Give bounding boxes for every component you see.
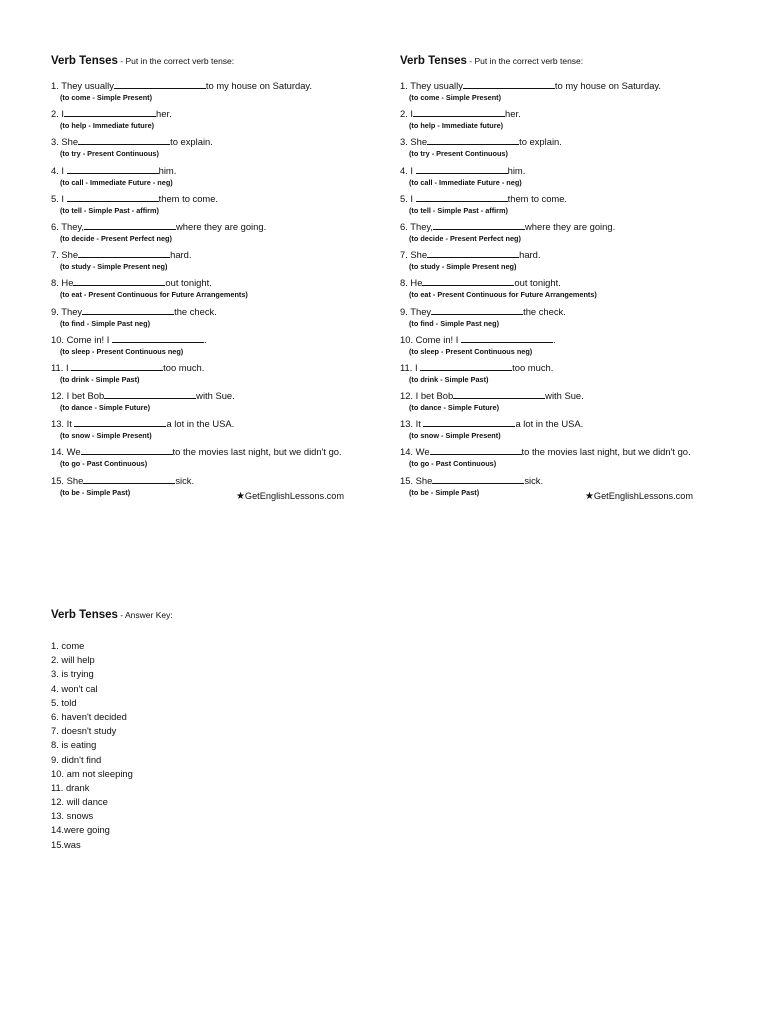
question-text-before: 8. He	[51, 277, 74, 289]
question-text-before: 9. They	[400, 305, 432, 317]
question-text-before: 13. It	[51, 418, 75, 430]
question-text-after: sick.	[524, 474, 544, 486]
question-item	[400, 107, 730, 135]
question-text-after: hard.	[519, 249, 541, 261]
question-item	[400, 248, 730, 276]
answer-item: 8. is eating	[51, 739, 97, 751]
worksheet-title-main: Verb Tenses	[51, 55, 118, 67]
question-hint: (to be - Simple Past)	[60, 487, 131, 497]
question-hint: (to go - Past Continuous)	[60, 459, 148, 469]
question-line	[51, 248, 381, 261]
question-line	[400, 305, 730, 318]
question-line	[400, 474, 730, 487]
question-text-after: to explain.	[519, 136, 562, 148]
question-text-after: to my house on Saturday.	[205, 80, 313, 91]
answer-blank[interactable]	[84, 220, 176, 230]
question-hint: (to find - Simple Past neg)	[409, 318, 499, 328]
question-item	[400, 361, 730, 389]
question-item	[51, 135, 381, 163]
question-text-after: him.	[158, 164, 177, 176]
question-hint: (to find - Simple Past neg)	[60, 318, 150, 328]
answer-item: 5. told	[51, 696, 77, 708]
worksheet-title	[400, 52, 730, 68]
question-text-before: 15. She	[51, 474, 84, 486]
question-line	[400, 164, 730, 177]
question-hint: (to study - Simple Present neg)	[60, 262, 168, 272]
question-line	[51, 135, 381, 148]
question-text-before: 13. It	[400, 418, 424, 430]
answer-blank[interactable]	[427, 135, 519, 145]
question-text-after: her.	[156, 108, 172, 120]
question-line	[400, 192, 730, 205]
question-item	[400, 276, 730, 304]
question-text-before: 6. They,	[51, 220, 85, 232]
question-item	[51, 389, 381, 417]
question-text-before: 1. They usually	[400, 80, 463, 91]
question-item	[51, 220, 381, 248]
question-text-after: the check.	[523, 305, 566, 317]
question-item	[51, 276, 381, 304]
answer-blank[interactable]	[67, 192, 159, 202]
answer-blank[interactable]	[461, 333, 553, 343]
question-hint: (to call - Immediate Future - neg)	[409, 177, 522, 187]
question-line	[400, 333, 730, 346]
answer-item: 9. didn't find	[51, 753, 102, 765]
worksheet-title	[51, 52, 381, 68]
question-line	[51, 361, 381, 374]
answer-item: 14.were going	[51, 824, 110, 836]
question-hint: (to come - Simple Present)	[60, 93, 153, 102]
question-line	[51, 220, 381, 233]
answer-item: 6. haven't decided	[51, 710, 127, 722]
question-hint: (to snow - Simple Present)	[409, 431, 501, 441]
answer-item: 12. will dance	[51, 796, 108, 808]
answer-blank[interactable]	[430, 445, 522, 455]
worksheet-instruction: Put in the correct verb tense:	[125, 56, 235, 66]
question-item	[51, 305, 381, 333]
question-text-after: too much.	[512, 361, 554, 373]
question-hint: (to tell - Simple Past - affirm)	[60, 205, 159, 215]
question-text-before: 4. I	[400, 164, 416, 176]
question-text-after: to the movies last night, but we didn't go.	[521, 446, 691, 458]
question-text-before: 2. I	[400, 108, 414, 120]
question-line	[51, 276, 381, 289]
question-item	[400, 192, 730, 220]
question-text-after: to explain.	[170, 136, 213, 148]
answer-key-title-separator: -	[117, 610, 125, 620]
answer-item: 11. drank	[51, 781, 90, 793]
question-line	[400, 107, 730, 120]
question-text-after: a lot in the USA.	[166, 418, 235, 430]
question-hint: (to try - Present Continuous)	[60, 149, 159, 159]
answer-blank[interactable]	[423, 417, 515, 427]
answer-key	[51, 606, 351, 852]
answer-item: 3. is trying	[51, 668, 94, 680]
question-item	[400, 333, 730, 361]
star-icon: ★	[235, 491, 245, 502]
question-text-before: 15. She	[400, 474, 433, 486]
question-text-before: 5. I	[400, 192, 416, 204]
question-hint: (to decide - Present Perfect neg)	[60, 233, 172, 243]
question-line	[51, 79, 381, 92]
question-text-before: 11. I	[51, 361, 72, 373]
credit-text: GetEnglishLessons.com	[593, 491, 693, 501]
question-hint: (to go - Past Continuous)	[409, 459, 497, 469]
question-text-before: 6. They,	[400, 220, 434, 232]
answer-blank[interactable]	[73, 276, 165, 286]
question-item	[51, 107, 381, 135]
question-line	[51, 474, 381, 487]
answer-blank[interactable]	[420, 361, 512, 371]
answer-blank[interactable]	[427, 248, 519, 258]
question-text-after: to my house on Saturday.	[554, 80, 662, 91]
site-credit	[236, 491, 344, 502]
question-text-after: him.	[507, 164, 526, 176]
answer-blank[interactable]	[81, 445, 173, 455]
credit-text: GetEnglishLessons.com	[244, 491, 344, 501]
answer-item: 13. snows	[51, 810, 94, 822]
answer-item: 15.was	[51, 838, 81, 850]
question-text-after: .	[552, 333, 556, 345]
question-item	[51, 192, 381, 220]
question-hint: (to study - Simple Present neg)	[409, 262, 517, 272]
answer-key-title	[51, 606, 351, 622]
question-text-after: them to come.	[507, 192, 568, 204]
answer-blank[interactable]	[78, 135, 170, 145]
question-text-after: where they are going.	[525, 220, 616, 232]
question-line	[400, 276, 730, 289]
question-text-before: 3. She	[400, 136, 428, 148]
answer-blank[interactable]	[114, 79, 206, 89]
question-line	[400, 248, 730, 261]
answer-blank[interactable]	[413, 107, 505, 117]
question-hint: (to drink - Simple Past)	[60, 374, 140, 384]
answer-blank[interactable]	[453, 389, 545, 399]
question-hint: (to try - Present Continuous)	[409, 149, 508, 159]
answer-blank[interactable]	[64, 107, 156, 117]
question-line	[51, 164, 381, 177]
answer-blank[interactable]	[431, 305, 523, 315]
question-item	[51, 333, 381, 361]
question-hint: (to help - Immediate future)	[409, 121, 504, 131]
question-text-before: 1. They usually	[51, 80, 114, 91]
question-item	[51, 445, 381, 473]
question-text-after: sick.	[175, 474, 195, 486]
worksheet-title-main: Verb Tenses	[400, 55, 467, 67]
question-text-after: out tonight.	[514, 277, 561, 289]
question-hint: (to be - Simple Past)	[409, 487, 480, 497]
question-text-after: out tonight.	[165, 277, 212, 289]
question-text-before: 8. He	[400, 277, 423, 289]
answer-blank[interactable]	[67, 164, 159, 174]
answer-item: 4. won't cal	[51, 682, 98, 694]
question-hint: (to sleep - Present Continuous neg)	[409, 346, 533, 356]
answer-blank[interactable]	[104, 389, 196, 399]
question-text-after: hard.	[170, 249, 192, 261]
answer-blank[interactable]	[432, 474, 524, 484]
question-hint: (to help - Immediate future)	[60, 121, 155, 131]
question-text-before: 11. I	[400, 361, 421, 373]
question-text-after: a lot in the USA.	[515, 418, 584, 430]
question-line	[400, 220, 730, 233]
question-line	[51, 333, 381, 346]
question-line	[400, 361, 730, 374]
question-text-after: with Sue.	[545, 390, 584, 402]
answer-blank[interactable]	[83, 474, 175, 484]
answer-item: 1. come	[51, 640, 85, 651]
question-text-after: too much.	[163, 361, 205, 373]
answer-item: 10. am not sleeping	[51, 767, 133, 779]
answer-blank[interactable]	[78, 248, 170, 258]
question-text-before: 3. She	[51, 136, 79, 148]
question-item	[51, 417, 381, 445]
answer-item: 7. doesn't study	[51, 725, 117, 737]
question-line	[51, 417, 381, 430]
worksheet-title-separator: -	[466, 56, 475, 66]
question-hint: (to dance - Simple Future)	[60, 403, 150, 413]
question-list	[400, 79, 730, 502]
question-item	[400, 79, 730, 107]
question-hint: (to decide - Present Perfect neg)	[409, 233, 521, 243]
question-text-before: 14. We	[400, 446, 430, 458]
question-text-before: 10. Come in! I	[51, 333, 112, 345]
question-text-before: 12. I bet Bob	[400, 390, 454, 402]
question-line	[51, 389, 381, 402]
worksheet-title-separator: -	[117, 56, 126, 66]
question-list	[51, 79, 381, 502]
question-text-after: the check.	[174, 305, 217, 317]
answer-blank[interactable]	[433, 220, 525, 230]
star-icon: ★	[584, 491, 594, 502]
question-hint: (to come - Simple Present)	[409, 93, 502, 102]
question-line	[51, 305, 381, 318]
question-item	[400, 135, 730, 163]
question-line	[400, 445, 730, 458]
answer-blank[interactable]	[82, 305, 174, 315]
question-line	[400, 79, 730, 92]
question-text-after: with Sue.	[196, 390, 235, 402]
question-text-before: 2. I	[51, 108, 65, 120]
question-text-before: 14. We	[51, 446, 81, 458]
question-text-before: 4. I	[51, 164, 67, 176]
question-hint: (to dance - Simple Future)	[409, 403, 499, 413]
question-text-after: her.	[505, 108, 521, 120]
question-item	[400, 164, 730, 192]
question-text-after: where they are going.	[176, 220, 267, 232]
question-hint: (to drink - Simple Past)	[409, 374, 489, 384]
question-item	[51, 79, 381, 107]
answer-blank[interactable]	[416, 164, 508, 174]
question-item	[400, 417, 730, 445]
question-item	[51, 164, 381, 192]
question-line	[400, 135, 730, 148]
question-hint: (to call - Immediate Future - neg)	[60, 177, 173, 187]
answer-list	[51, 639, 351, 852]
answer-blank[interactable]	[74, 417, 166, 427]
question-hint: (to snow - Simple Present)	[60, 431, 152, 441]
answer-item: 2. will help	[51, 654, 95, 666]
question-item	[51, 361, 381, 389]
answer-blank[interactable]	[71, 361, 163, 371]
question-text-before: 10. Come in! I	[400, 333, 461, 345]
question-hint: (to eat - Present Continuous for Future Arrangements)	[60, 290, 248, 300]
answer-key-title-main: Verb Tenses	[51, 609, 118, 621]
question-item	[400, 445, 730, 473]
question-line	[400, 417, 730, 430]
worksheet-instruction: Put in the correct verb tense:	[474, 56, 584, 66]
question-item	[400, 220, 730, 248]
question-hint: (to eat - Present Continuous for Future Arrangements)	[409, 290, 597, 300]
question-text-after: to the movies last night, but we didn't go.	[172, 446, 342, 458]
question-item	[400, 389, 730, 417]
answer-key-subtitle: Answer Key:	[125, 610, 173, 620]
question-text-before: 7. She	[400, 249, 428, 261]
question-text-before: 7. She	[51, 249, 79, 261]
site-credit	[585, 491, 693, 502]
question-text-before: 5. I	[51, 192, 67, 204]
question-text-after: .	[203, 333, 207, 345]
question-hint: (to tell - Simple Past - affirm)	[409, 205, 508, 215]
answer-blank[interactable]	[463, 79, 555, 89]
answer-blank[interactable]	[112, 333, 204, 343]
question-item	[51, 248, 381, 276]
question-line	[51, 192, 381, 205]
question-line	[51, 445, 381, 458]
question-hint: (to sleep - Present Continuous neg)	[60, 346, 184, 356]
question-line	[51, 107, 381, 120]
question-text-after: them to come.	[158, 192, 219, 204]
answer-blank[interactable]	[416, 192, 508, 202]
answer-blank[interactable]	[422, 276, 514, 286]
question-text-before: 12. I bet Bob	[51, 390, 105, 402]
worksheet-left	[51, 52, 381, 502]
worksheet-right	[400, 52, 730, 502]
question-text-before: 9. They	[51, 305, 83, 317]
question-line	[400, 389, 730, 402]
question-item	[400, 305, 730, 333]
